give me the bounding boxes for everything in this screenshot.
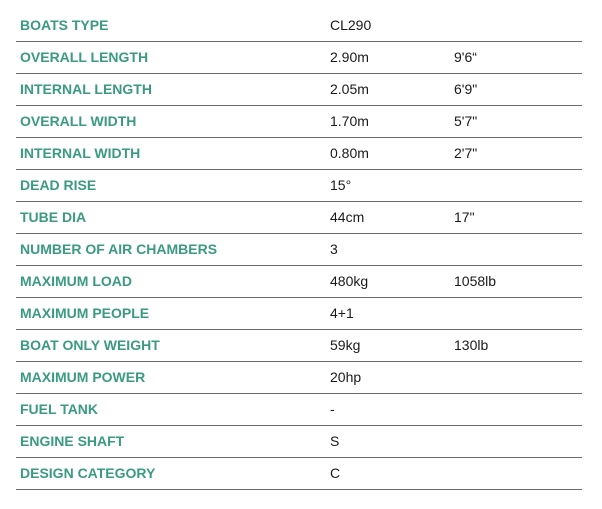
spec-value-imperial: 6'9" — [454, 81, 478, 97]
spec-value-metric: 4+1 — [330, 305, 354, 321]
spec-value-metric: S — [330, 433, 340, 449]
spec-value-metric: 59kg — [330, 337, 361, 353]
spec-value-metric: C — [330, 465, 341, 481]
spec-label: DEAD RISE — [20, 177, 97, 193]
spec-label: OVERALL WIDTH — [20, 113, 137, 129]
spec-label: INTERNAL WIDTH — [20, 145, 141, 161]
spec-value-metric: 1.70m — [330, 113, 369, 129]
spec-value-imperial: 130lb — [454, 337, 489, 353]
spec-row-overall-length — [16, 42, 582, 74]
spec-label: NUMBER OF AIR CHAMBERS — [20, 241, 218, 257]
spec-value-imperial: 5'7" — [454, 113, 478, 129]
spec-label: MAXIMUM POWER — [20, 369, 146, 385]
spec-row-internal-width — [16, 138, 582, 170]
spec-row-maximum-load — [16, 266, 582, 298]
spec-value-metric: 480kg — [330, 273, 369, 289]
spec-table — [16, 10, 582, 490]
spec-row-boat-only-weight — [16, 330, 582, 362]
spec-row-tube-dia — [16, 202, 582, 234]
spec-value-imperial: 9'6“ — [454, 49, 477, 65]
spec-row-design-category — [16, 458, 582, 490]
spec-row-maximum-power — [16, 362, 582, 394]
spec-row-fuel-tank — [16, 394, 582, 426]
spec-row-air-chambers — [16, 234, 582, 266]
spec-label: BOAT ONLY WEIGHT — [20, 337, 160, 353]
spec-value-imperial: 2'7" — [454, 145, 478, 161]
spec-value-metric: CL290 — [330, 17, 372, 33]
spec-label: MAXIMUM PEOPLE — [20, 305, 150, 321]
spec-value-imperial: 17" — [454, 209, 475, 225]
spec-value-metric: 2.05m — [330, 81, 369, 97]
spec-value-metric: 2.90m — [330, 49, 369, 65]
spec-value-imperial: 1058lb — [454, 273, 497, 289]
spec-row-boats-type — [16, 10, 582, 42]
spec-label: FUEL TANK — [20, 401, 99, 417]
spec-label: MAXIMUM LOAD — [20, 273, 132, 289]
spec-row-overall-width — [16, 106, 582, 138]
spec-row-maximum-people — [16, 298, 582, 330]
spec-label: OVERALL LENGTH — [20, 49, 149, 65]
spec-row-engine-shaft — [16, 426, 582, 458]
spec-row-internal-length — [16, 74, 582, 106]
spec-value-metric: 0.80m — [330, 145, 369, 161]
spec-label: TUBE DIA — [20, 209, 87, 225]
spec-value-metric: - — [330, 401, 335, 417]
spec-label: INTERNAL LENGTH — [20, 81, 152, 97]
spec-value-metric: 15° — [330, 177, 352, 193]
spec-label: DESIGN CATEGORY — [20, 465, 156, 481]
spec-label: ENGINE SHAFT — [20, 433, 125, 449]
spec-value-metric: 20hp — [330, 369, 362, 385]
spec-row-dead-rise — [16, 170, 582, 202]
spec-value-metric: 44cm — [330, 209, 365, 225]
spec-label: BOATS TYPE — [20, 17, 109, 33]
spec-value-metric: 3 — [330, 241, 338, 257]
